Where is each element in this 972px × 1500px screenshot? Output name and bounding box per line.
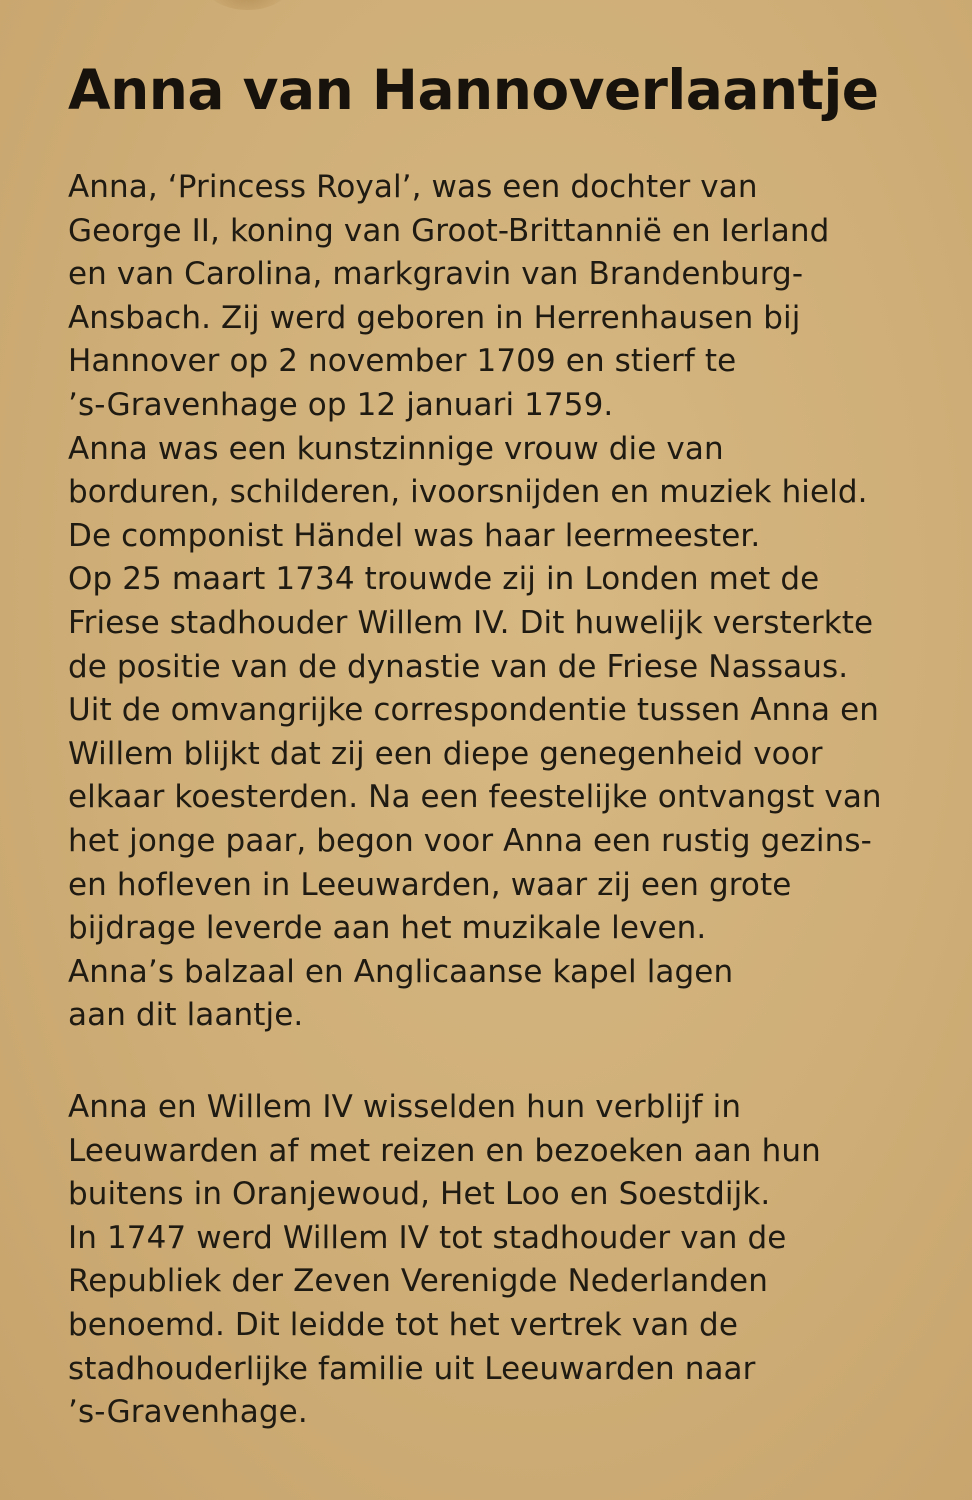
text-line: de positie van de dynastie van de Friese Nassaus. [68, 648, 849, 685]
text-line: elkaar koesterden. Na een feestelijke ontvangst van [68, 779, 882, 816]
text-line: het jonge paar, begon voor Anna een rustig gezins- [68, 822, 872, 859]
text-line: Ansbach. Zij werd geboren in Herrenhausen bij [68, 299, 801, 336]
text-line: Willem blijkt dat zij een diepe genegenheid voor [68, 735, 823, 772]
text-line: stadhouderlijke familie uit Leeuwarden naar [68, 1350, 756, 1387]
text-line: Friese stadhouder Willem IV. Dit huwelijk versterkte [68, 604, 874, 641]
text-line: Op 25 maart 1734 trouwde zij in Londen met de [68, 561, 820, 598]
text-line: Anna, ‘Princess Royal’, was een dochter van [68, 169, 758, 205]
text-line: Leeuwarden af met reizen en bezoeken aan hun [68, 1132, 821, 1169]
text-line: Anna en Willem IV wisselden hun verblijf in [68, 1089, 742, 1125]
text-line: benoemd. Dit leidde tot het vertrek van de [68, 1306, 739, 1343]
text-line: Uit de omvangrijke correspondentie tussen Anna en [68, 692, 880, 729]
text-line: buitens in Oranjewoud, Het Loo en Soestdijk. [68, 1176, 771, 1213]
text-line: borduren, schilderen, ivoorsnijden en muziek hield. [68, 474, 868, 511]
paragraph-history [68, 166, 882, 1038]
text-line: bijdrage leverde aan het muzikale leven. [68, 910, 707, 947]
paragraph-later-life [68, 1086, 821, 1435]
text-line: George II, koning van Groot-Brittannië en Ierland [68, 212, 830, 249]
sign-title: Anna van Hannoverlaantje [68, 58, 879, 122]
text-line: De componist Händel was haar leermeester. [68, 517, 761, 554]
text-line: Anna’s balzaal en Anglicaanse kapel lagen [68, 953, 734, 990]
text-line: ’s-Gravenhage op 12 januari 1759. [68, 386, 614, 423]
text-line: In 1747 werd Willem IV tot stadhouder van de [68, 1219, 787, 1256]
text-line: en van Carolina, markgravin van Brandenburg- [68, 256, 804, 293]
text-line: aan dit laantje. [68, 997, 304, 1034]
text-line: ’s-Gravenhage. [68, 1394, 308, 1431]
text-line: en hofleven in Leeuwarden, waar zij een grote [68, 866, 792, 903]
text-line: Anna was een kunstzinnige vrouw die van [68, 430, 724, 467]
text-line: Hannover op 2 november 1709 en stierf te [68, 343, 737, 380]
text-line: Republiek der Zeven Verenigde Nederlanden [68, 1263, 768, 1300]
